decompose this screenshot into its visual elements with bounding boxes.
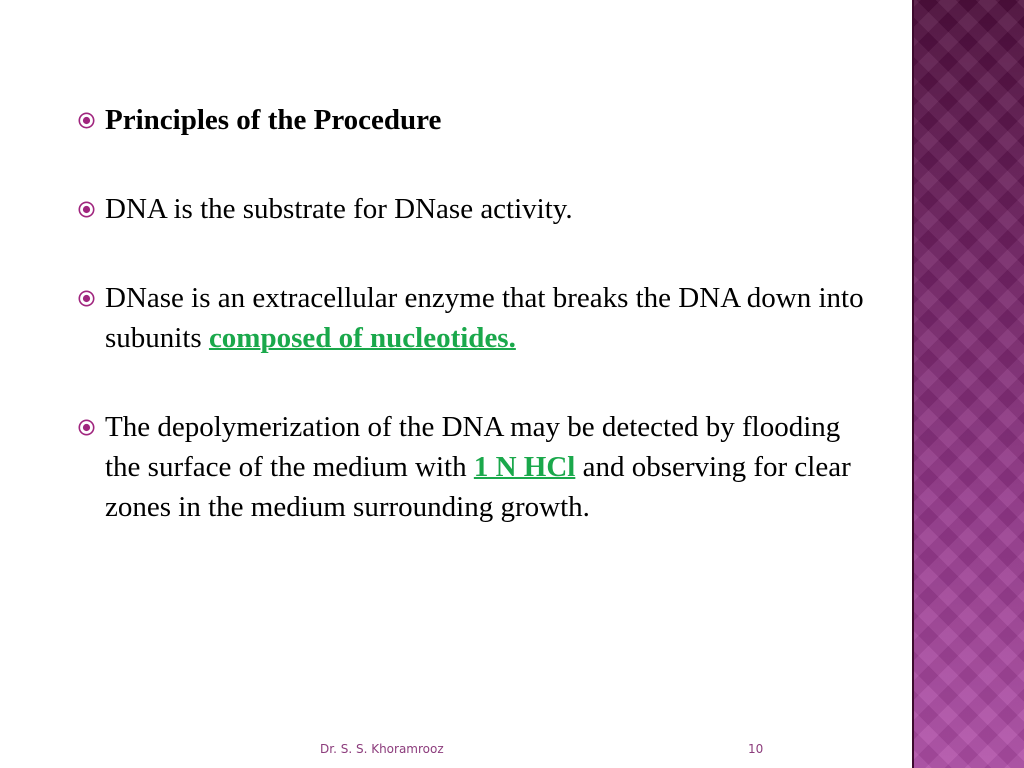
bullet-item [78,278,878,358]
slide-content [78,100,878,527]
bullet-text: DNA is the substrate for DNase activity. [105,193,573,225]
decorative-side-panel [912,0,1024,768]
radio-bullet-icon [78,201,95,218]
footer-page-number: 10 [748,742,764,756]
bullet-text-before: DNase is an extracellular enzyme that breaks the DNA down into subunits [105,282,864,354]
radio-bullet-icon [78,112,95,129]
highlighted-term: 1 N HCl [473,451,576,483]
side-panel-edge [912,0,914,768]
bullet-item [78,407,878,527]
footer-author: Dr. S. S. Khoramrooz [320,742,444,756]
bullet-heading: Principles of the Procedure [105,104,442,136]
bullet-item [78,189,878,229]
radio-bullet-icon [78,419,95,436]
highlighted-term: composed of nucleotides. [208,322,516,354]
bullet-item [78,100,878,140]
bullet-text-before: The depolymerization of the DNA may be detected by flooding the surface of the medium with [105,411,841,483]
radio-bullet-icon [78,290,95,307]
bullet-text-after: and observing for clear zones in the medium surrounding growth. [105,451,851,523]
bullet-text [105,407,878,527]
bullet-text [105,278,878,358]
